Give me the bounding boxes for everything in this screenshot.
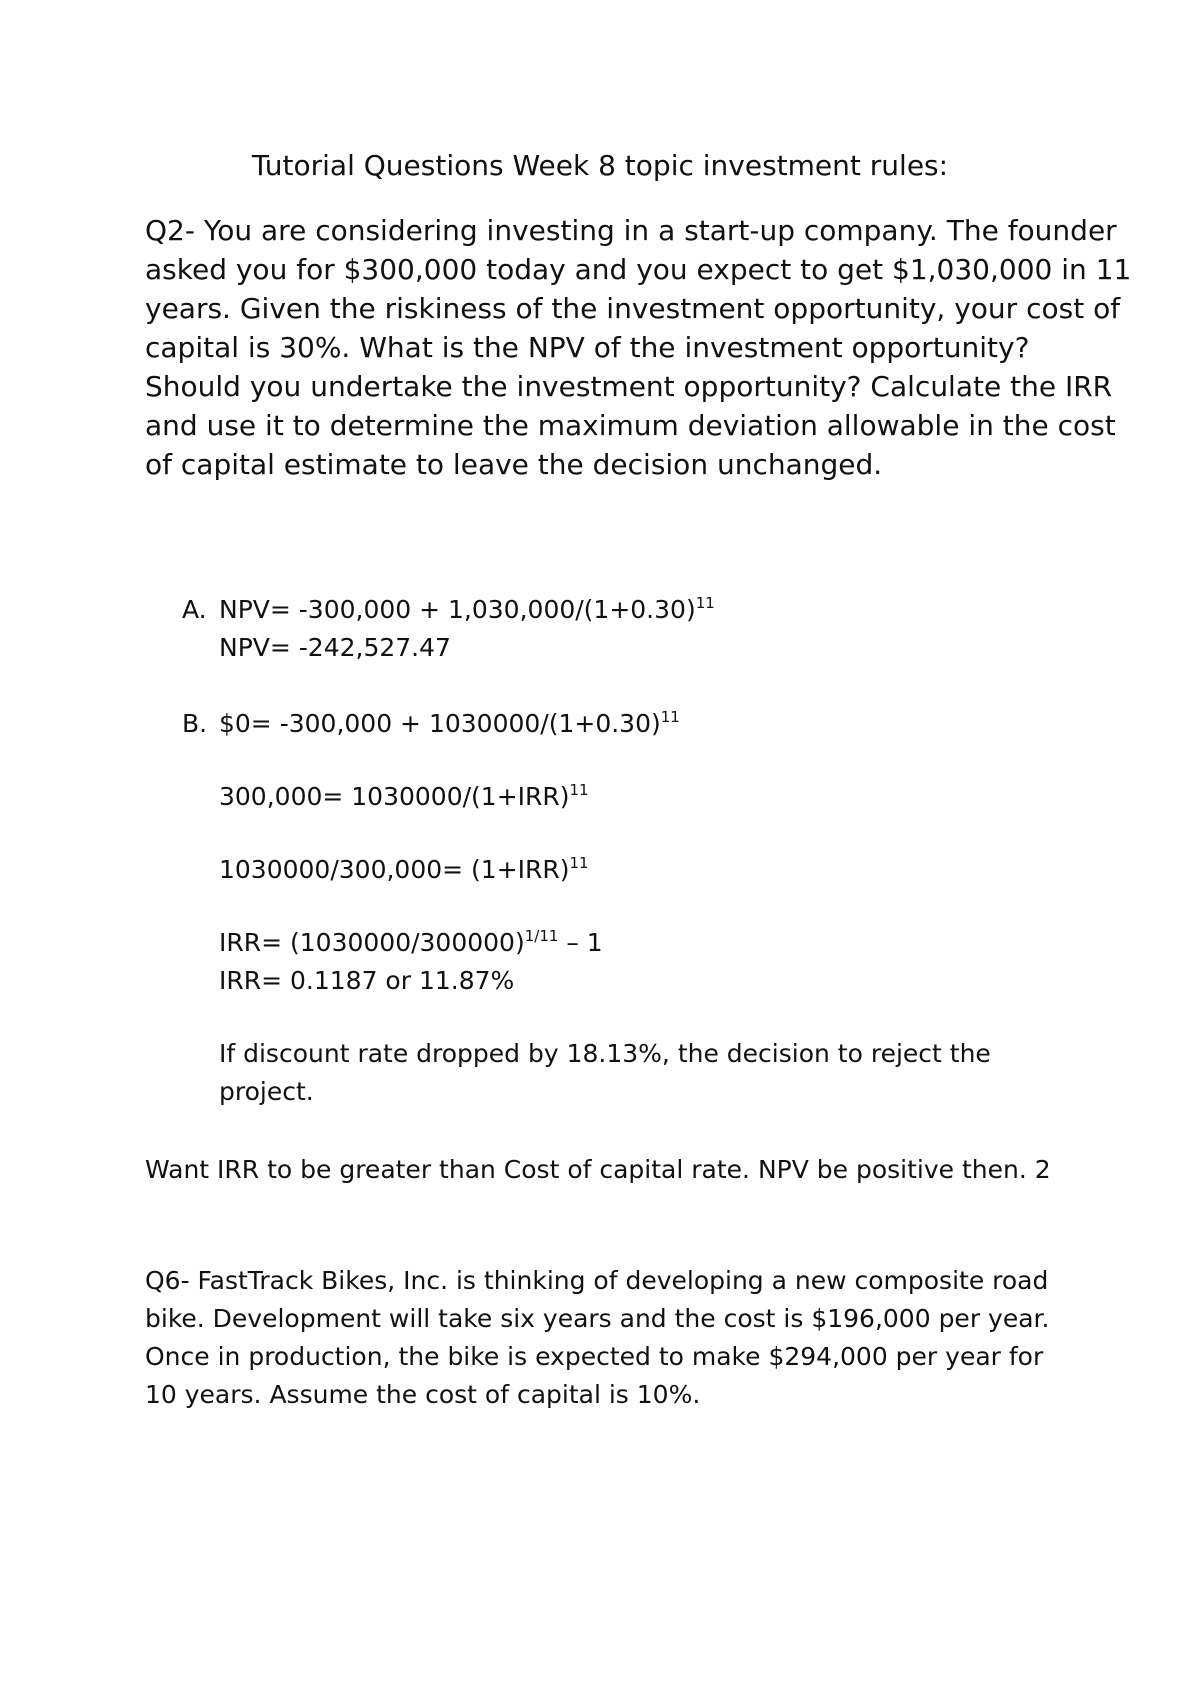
irr-equation-1-base: $0= -300,000 + 1030000/(1+0.30) (219, 709, 661, 738)
irr-equation-4-base: IRR= (1030000/300000) (219, 928, 525, 957)
irr-equation-1 (219, 707, 680, 741)
q6-line: Q6- FastTrack Bikes, Inc. is thinking of developing a new composite road (145, 1266, 1049, 1295)
npv-formula-exponent: 11 (695, 594, 715, 612)
conclusion-line: project. (219, 1077, 314, 1106)
q2-line: Should you undertake the investment opportunity? Calculate the IRR (145, 370, 1113, 403)
npv-formula (219, 593, 715, 627)
conclusion-line: If discount rate dropped by 18.13%, the decision to reject the (219, 1039, 991, 1068)
q2-line: capital is 30%. What is the NPV of the investment opportunity? (145, 331, 1030, 364)
irr-equation-4-tail: – 1 (558, 928, 603, 957)
q6-line: 10 years. Assume the cost of capital is 10%. (145, 1380, 701, 1409)
npv-formula-base: NPV= -300,000 + 1,030,000/(1+0.30) (219, 595, 696, 624)
irr-equation-2 (219, 780, 589, 814)
document-title: Tutorial Questions Week 8 topic investment rules: (251, 149, 949, 182)
irr-equation-2-base: 300,000= 1030000/(1+IRR) (219, 782, 570, 811)
irr-equation-4 (219, 926, 603, 960)
irr-equation-3-exponent: 11 (569, 854, 589, 872)
q6-line: Once in production, the bike is expected to make $294,000 per year for (145, 1342, 1044, 1371)
irr-equation-1-exponent: 11 (660, 708, 680, 726)
note-text: Want IRR to be greater than Cost of capital rate. NPV be positive then. 2 (145, 1155, 1051, 1184)
irr-equation-3-base: 1030000/300,000= (1+IRR) (219, 855, 570, 884)
q6-line: bike. Development will take six years and the cost is $196,000 per year. (145, 1304, 1050, 1333)
q2-line: of capital estimate to leave the decision unchanged. (145, 448, 883, 481)
npv-result: NPV= -242,527.47 (219, 633, 451, 662)
list-marker-b: B. (182, 709, 208, 738)
q2-line: years. Given the riskiness of the investment opportunity, your cost of (145, 292, 1121, 325)
irr-equation-2-exponent: 11 (569, 781, 589, 799)
irr-equation-4-exponent: 1/11 (524, 927, 559, 945)
q2-line: and use it to determine the maximum deviation allowable in the cost (145, 409, 1116, 442)
q2-line: asked you for $300,000 today and you expect to get $1,030,000 in 11 (145, 253, 1132, 286)
q2-line: Q2- You are considering investing in a start-up company. The founder (145, 214, 1117, 247)
list-marker-a: A. (182, 595, 207, 624)
irr-result: IRR= 0.1187 or 11.87% (219, 966, 515, 995)
irr-equation-3 (219, 853, 589, 887)
